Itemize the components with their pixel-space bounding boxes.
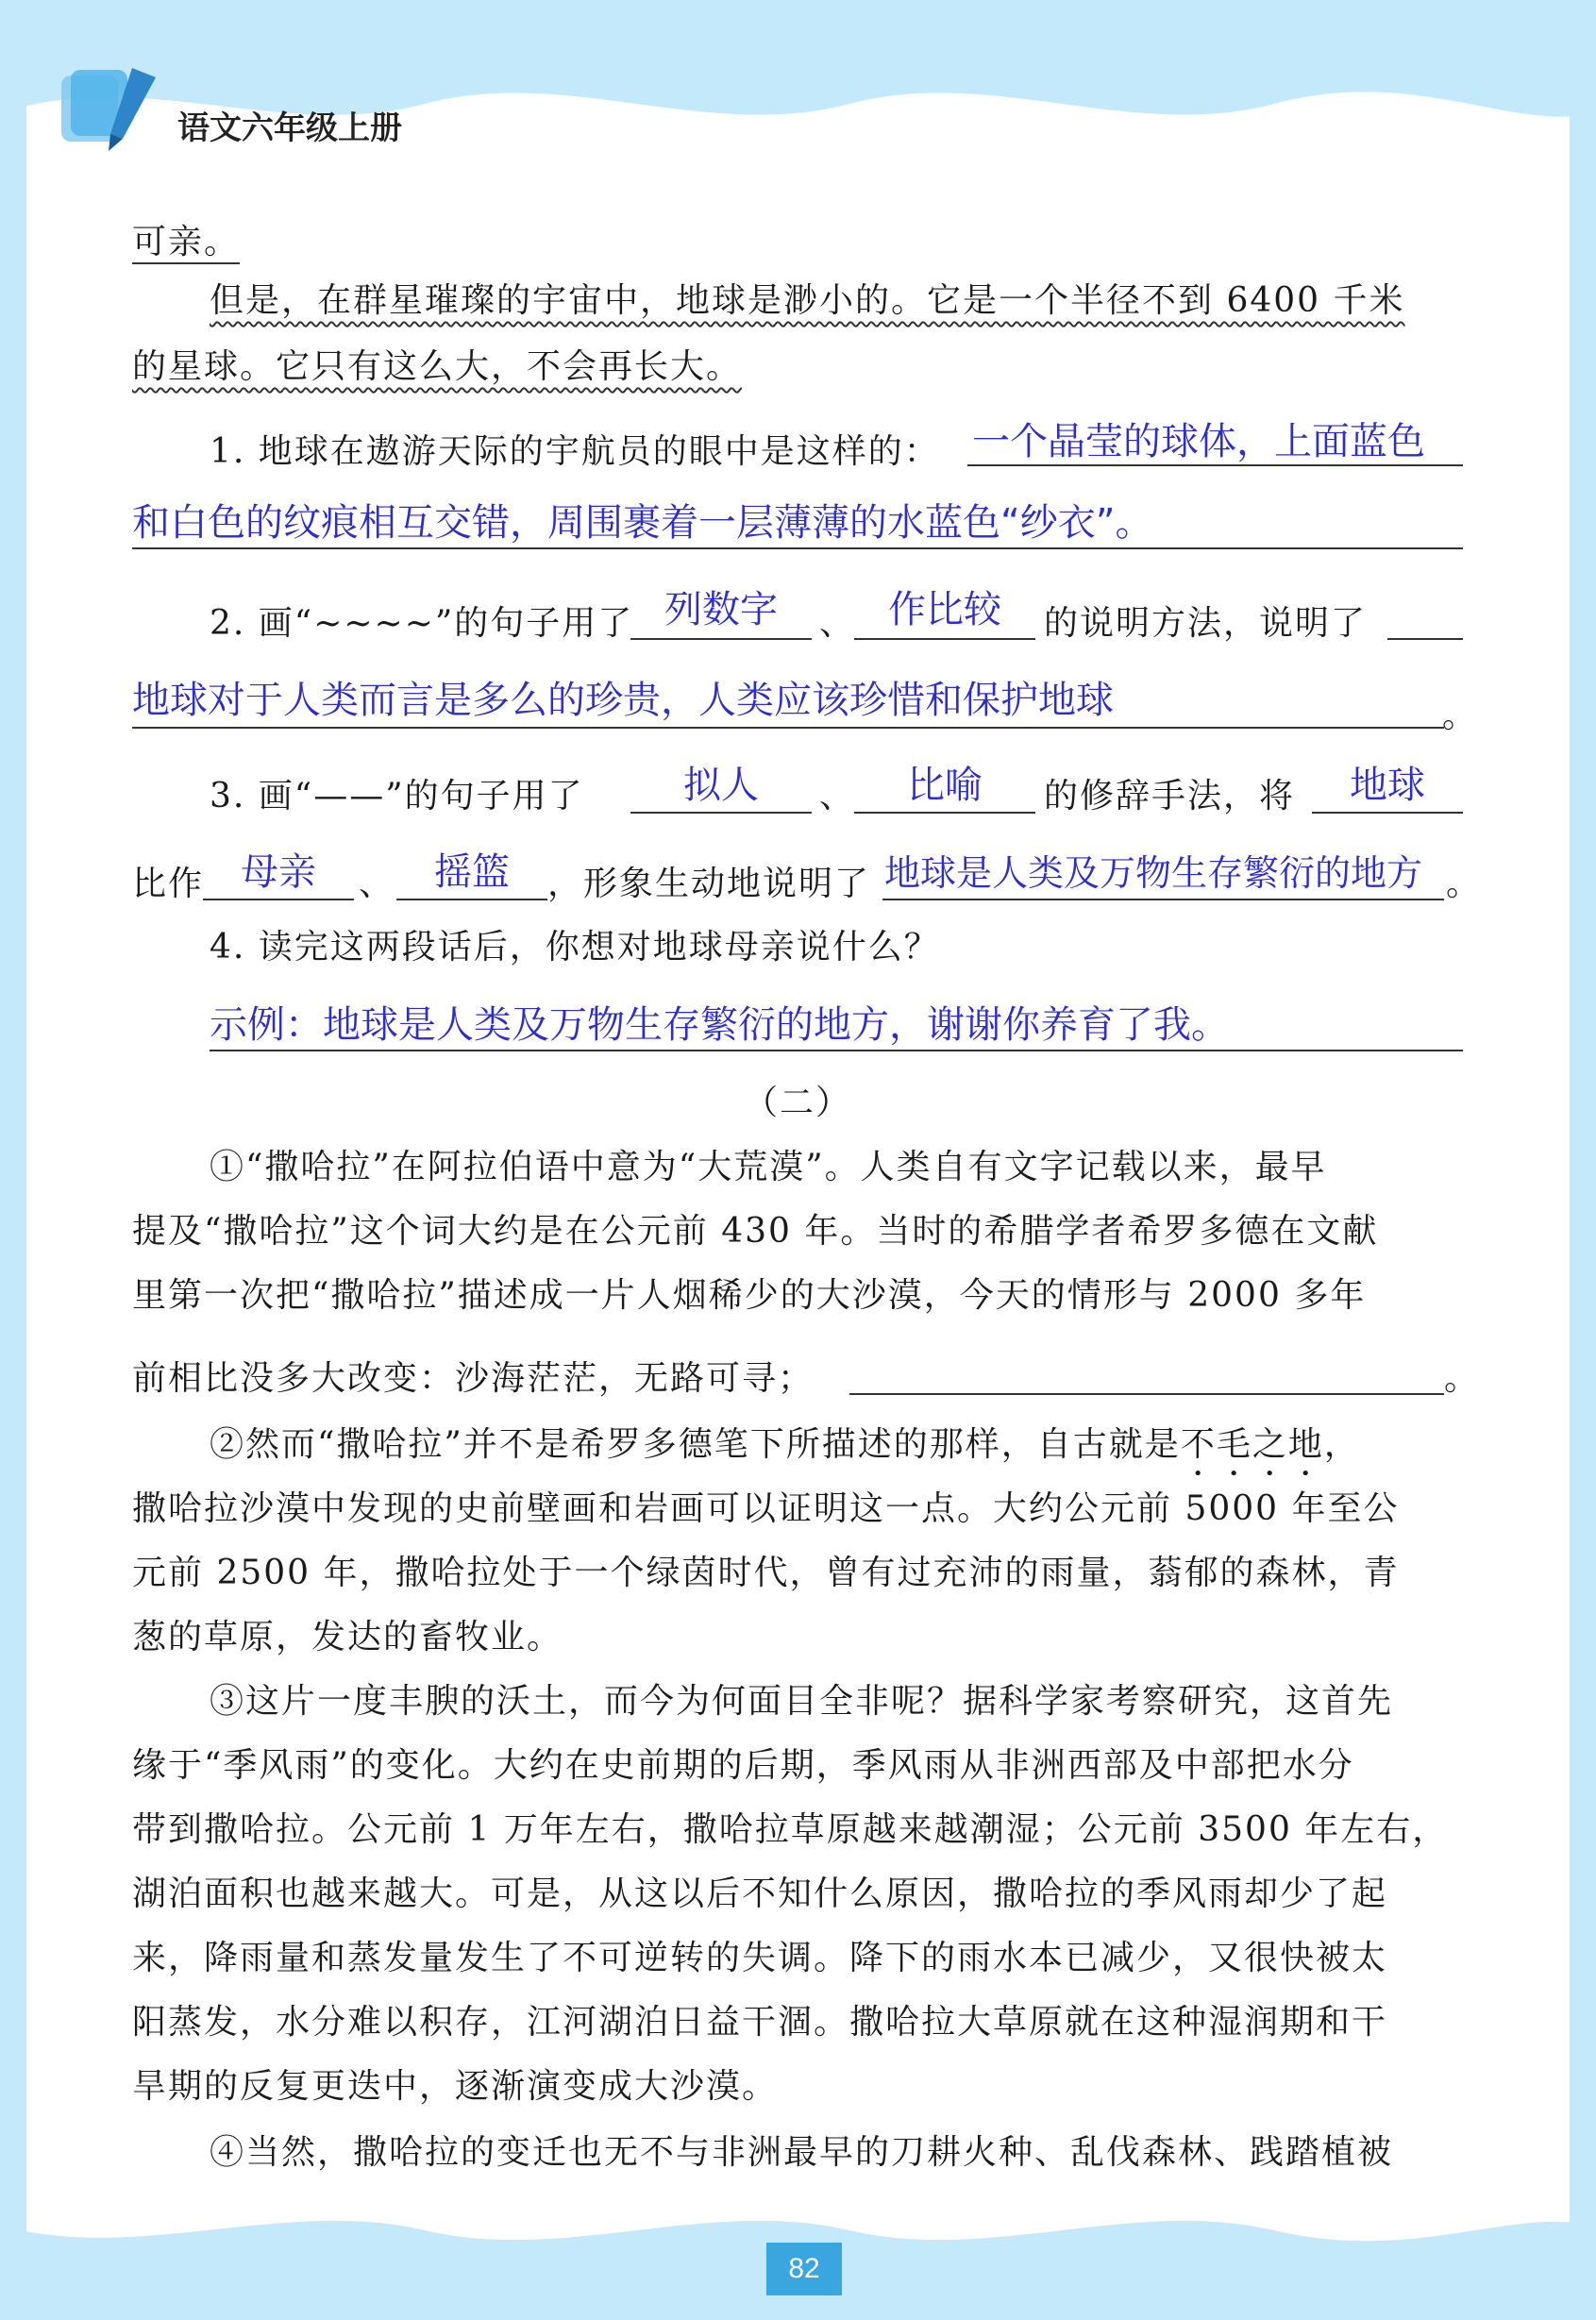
paragraph-line: 葱的草原，发达的畜牧业。 [132, 1618, 563, 1656]
q1-answer-b: 和白色的纹痕相互交错，周围裹着一层薄薄的水蓝色“纱衣”。 [132, 501, 1153, 545]
paragraph-line: 提及“撒哈拉”这个词大约是在公元前 430 年。当时的希腊学者希罗多德在文献 [132, 1212, 1379, 1251]
q3-answer-3: 地球 [1350, 764, 1425, 807]
paragraph-line: 前相比没多大改变：沙海茫茫，无路可寻； [132, 1359, 815, 1398]
answer-blank [396, 899, 547, 900]
question-4-prompt: 4. 读完这两段话后，你想对地球母亲说什么？ [210, 928, 940, 967]
q2-answer-2: 作比较 [888, 588, 1001, 631]
question-3-prompt-c: 比作 [132, 865, 205, 903]
paragraph-line: ②然而“撒哈拉”并不是希罗多德笔下所描述的那样，自古就是不毛之地， [210, 1425, 1360, 1464]
paragraph-line: ①“撒哈拉”在阿拉伯语中意为“大荒漠”。人类自有文字记载以来，最早 [210, 1148, 1327, 1186]
question-1-prompt: 1. 地球在遨游天际的宇航员的眼中是这样的： [210, 432, 940, 471]
answer-blank [630, 638, 812, 640]
q1-answer-a: 一个晶莹的球体，上面蓝色 [972, 420, 1425, 463]
question-2-prompt-b: 的说明方法，说明了 [1044, 604, 1368, 643]
paragraph-line: 撒哈拉沙漠中发现的史前壁画和岩画可以证明这一点。大约公元前 5000 年至公 [132, 1489, 1400, 1528]
paragraph-line: 来，降雨量和蒸发量发生了不可逆转的失调。降下的雨水本已减少，又很快被太 [132, 1939, 1388, 1977]
pen-scroll-icon [52, 59, 165, 153]
q3-answer-6: 地球是人类及万物生存繁衍的地方 [884, 852, 1423, 894]
emphasized-phrase: 不毛之地 [1180, 1425, 1324, 1464]
answer-blank [854, 638, 1035, 640]
paragraph-line: 缘于“季风雨”的变化。大约在史前期的后期，季风雨从非洲西部及中部把水分 [132, 1746, 1354, 1785]
paragraph-line: 里第一次把“撒哈拉”描述成一片人烟稀少的大沙漠，今天的情形与 2000 多年 [132, 1276, 1367, 1315]
question-2-prompt-a: 2. 画“~~~~”的句子用了 [210, 604, 634, 643]
answer-blank [132, 547, 1463, 549]
passage-line: 但是，在群星璀璨的宇宙中，地球是渺小的。它是一个半径不到 6400 千米 [210, 281, 1405, 320]
paragraph-line: 阳蒸发，水分难以积存，江河湖泊日益干涸。撒哈拉大草原就在这种湿润期和干 [132, 2003, 1388, 2042]
paragraph-line: 旱期的反复更迭中，逐渐演变成大沙漠。 [132, 2067, 779, 2106]
q3-answer-2: 比喻 [907, 764, 983, 807]
book-title: 语文六年级上册 [177, 109, 402, 147]
separator: 、 [819, 777, 856, 815]
right-frame [1570, 0, 1596, 2320]
q4-answer: 示例：地球是人类及万物生存繁衍的地方，谢谢你养育了我。 [210, 1003, 1229, 1047]
answer-blank [854, 812, 1035, 814]
passage-line: 可亲。 [132, 223, 241, 261]
end-mark: 。 [1442, 697, 1479, 735]
paragraph-line: ③这片一度丰腴的沃土，而今为何面目全非呢？据科学家考察研究，这首先 [210, 1682, 1394, 1721]
header-wave-background [0, 0, 1596, 189]
question-3-prompt-b: 的修辞手法，将 [1044, 777, 1296, 815]
answer-blank [1387, 638, 1463, 640]
end-mark: 。 [1446, 865, 1483, 903]
answer-blank [1312, 812, 1463, 814]
paragraph-line: 湖泊面积也越来越大。可是，从这以后不知什么原因，撒哈拉的季风雨却少了起 [132, 1874, 1388, 1913]
q2-answer-3: 地球对于人类而言是多么的珍贵，人类应该珍惜和保护地球 [132, 679, 1114, 722]
answer-blank [132, 727, 1444, 729]
passage-line: 的星球。它只有这么大，不会再长大。 [132, 347, 743, 386]
q3-answer-5: 摇篮 [434, 850, 510, 894]
paragraph-line: ④当然，撒哈拉的变迁也无不与非洲最早的刀耕火种、乱伐森林、践踏植被 [210, 2133, 1394, 2172]
answer-blank [210, 1050, 1463, 1051]
answer-blank [203, 899, 354, 900]
q3-answer-4: 母亲 [241, 850, 316, 894]
q3-answer-1: 拟人 [683, 764, 759, 807]
section-heading: （二） [743, 1084, 851, 1122]
page-number: 82 [766, 2243, 842, 2295]
q2-answer-1: 列数字 [664, 588, 778, 631]
answer-blank[interactable] [849, 1393, 1444, 1395]
paragraph-line: 元前 2500 年，撒哈拉处于一个绿茵时代，曾有过充沛的雨量，蓊郁的森林，青 [132, 1554, 1400, 1592]
question-3-prompt-d: ，形象生动地说明了 [547, 865, 871, 903]
paragraph-line: 带到撒哈拉。公元前 1 万年左右，撒哈拉草原越来越潮湿；公元前 3500 年左右， [132, 1810, 1449, 1849]
separator: 、 [359, 865, 395, 903]
question-3-prompt-a: 3. 画“——”的句子用了 [210, 777, 584, 815]
separator: 、 [819, 604, 856, 643]
answer-blank [882, 899, 1444, 900]
left-frame [0, 0, 26, 2320]
end-mark: 。 [1444, 1359, 1481, 1398]
answer-blank [630, 812, 812, 814]
